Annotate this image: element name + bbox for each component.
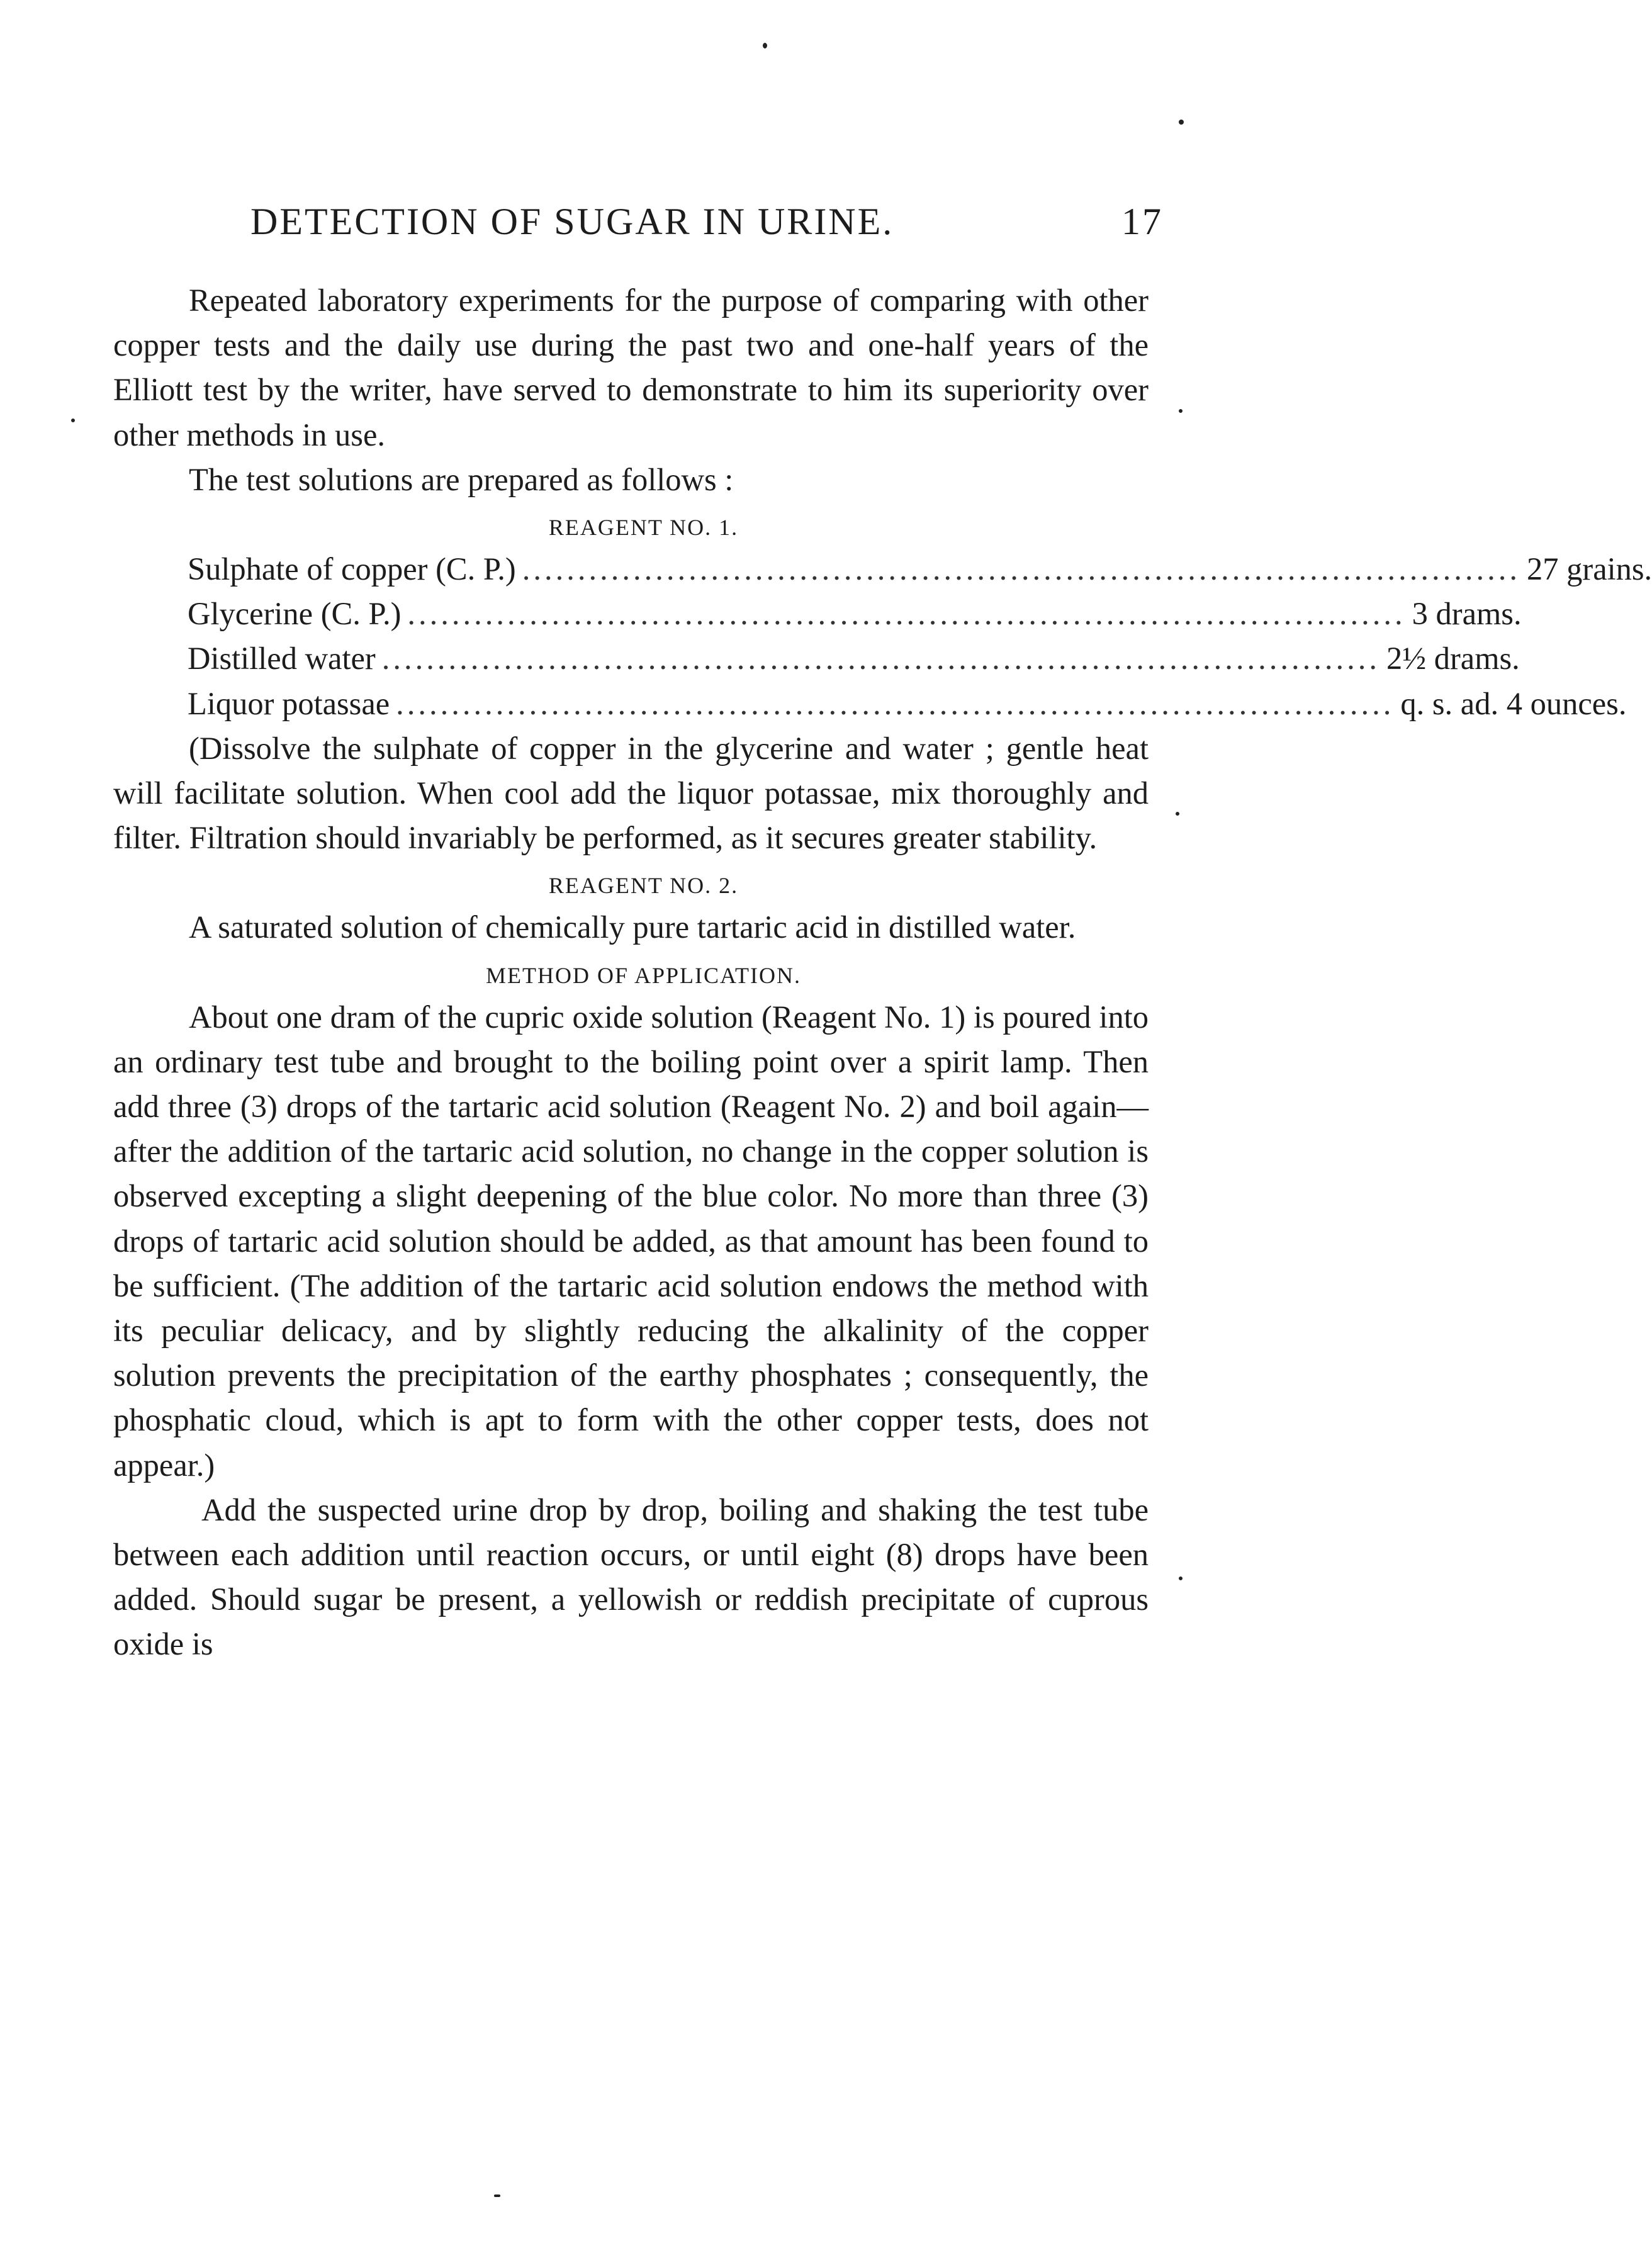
print-speck [494, 2195, 500, 2197]
print-speck [71, 419, 75, 422]
ingredient-amount: 3 drams. [1412, 596, 1522, 632]
ingredient-row [188, 682, 1627, 726]
ingredient-name: Sulphate of copper (C. P.) [188, 551, 516, 587]
print-speck [763, 43, 767, 48]
page-number: 17 [1121, 201, 1163, 242]
print-speck [1179, 409, 1183, 413]
ingredient-name: Glycerine (C. P.) [188, 596, 402, 632]
dot-leader: .......................................................................................... [522, 551, 1520, 587]
dot-leader: .......................................................................................... [396, 685, 1395, 721]
reagent-1-note: (Dissolve the sulphate of copper in the glycerine and water ; gentle heat will facilitate solution. When cool add the liquor potassae, mix thoroughly and filter. Filtration should invariably be performed, as it secures greater stability. [113, 730, 1149, 856]
method-heading: METHOD OF APPLICATION. [485, 962, 802, 988]
method-paragraph: Add the suspected urine drop by drop, boiling and shaking the test tube between each addition until reaction occurs, or until eight (8) drops have been added. Should sugar be present, a yellowish or reddish precipitate of cuprous oxide is [113, 1492, 1149, 1662]
intro-paragraph: The test solutions are prepared as follows : [189, 461, 734, 497]
intro-paragraph: Repeated laboratory experiments for the purpose of comparing with other copper tests and the daily use during the past two and one-half years of the Elliott test by the writer, have served to demonstrate to him its superiority over other methods in use. [113, 283, 1149, 452]
ingredient-amount: 27 grains. [1527, 551, 1652, 587]
running-header [250, 189, 1163, 252]
ingredient-row [188, 592, 1522, 636]
ingredient-row [188, 547, 1652, 592]
dot-leader: .......................................................................................... [381, 641, 1380, 677]
page-body [113, 278, 1652, 1667]
reagent-1-ingredients [188, 547, 1652, 726]
print-speck [1179, 1576, 1183, 1580]
print-speck [1176, 812, 1179, 816]
ingredient-amount: q. s. ad. 4 ounces. [1400, 685, 1627, 721]
reagent-2-text: A saturated solution of chemically pure tartaric acid in distilled water. [189, 909, 1076, 945]
running-title: DETECTION OF SUGAR IN URINE. [250, 201, 894, 242]
ingredient-name: Distilled water [188, 641, 376, 677]
reagent-2-heading: REAGENT NO. 2. [548, 873, 739, 899]
ingredient-row [188, 636, 1520, 681]
dot-leader: .......................................................................................... [407, 596, 1406, 632]
ingredient-name: Liquor potassae [188, 685, 390, 721]
print-speck [1179, 120, 1184, 125]
ingredient-amount: 2½ drams. [1386, 641, 1520, 677]
reagent-1-heading: REAGENT NO. 1. [548, 515, 739, 541]
method-paragraph: About one dram of the cupric oxide solution (Reagent No. 1) is poured into an ordinary test tube and brought to the boiling point over a spirit lamp. Then add three (3) drops of the tartaric acid solution (Reagent No. 2) and boil again—after the addition of the tartaric acid solution, no change in the copper solution is observed excepting a slight deepening of the blue color. No more than three (3) drops of tartaric acid solution should be added, as that amount has been found to be sufficient. (The addition of the tartaric acid solution endows the method with its peculiar delicacy, and by slightly reducing the alkalinity of the copper solution prevents the precipitation of the earthy phosphates ; consequently, the phosphatic cloud, which is apt to form with the other copper tests, does not appear.) [113, 999, 1149, 1483]
